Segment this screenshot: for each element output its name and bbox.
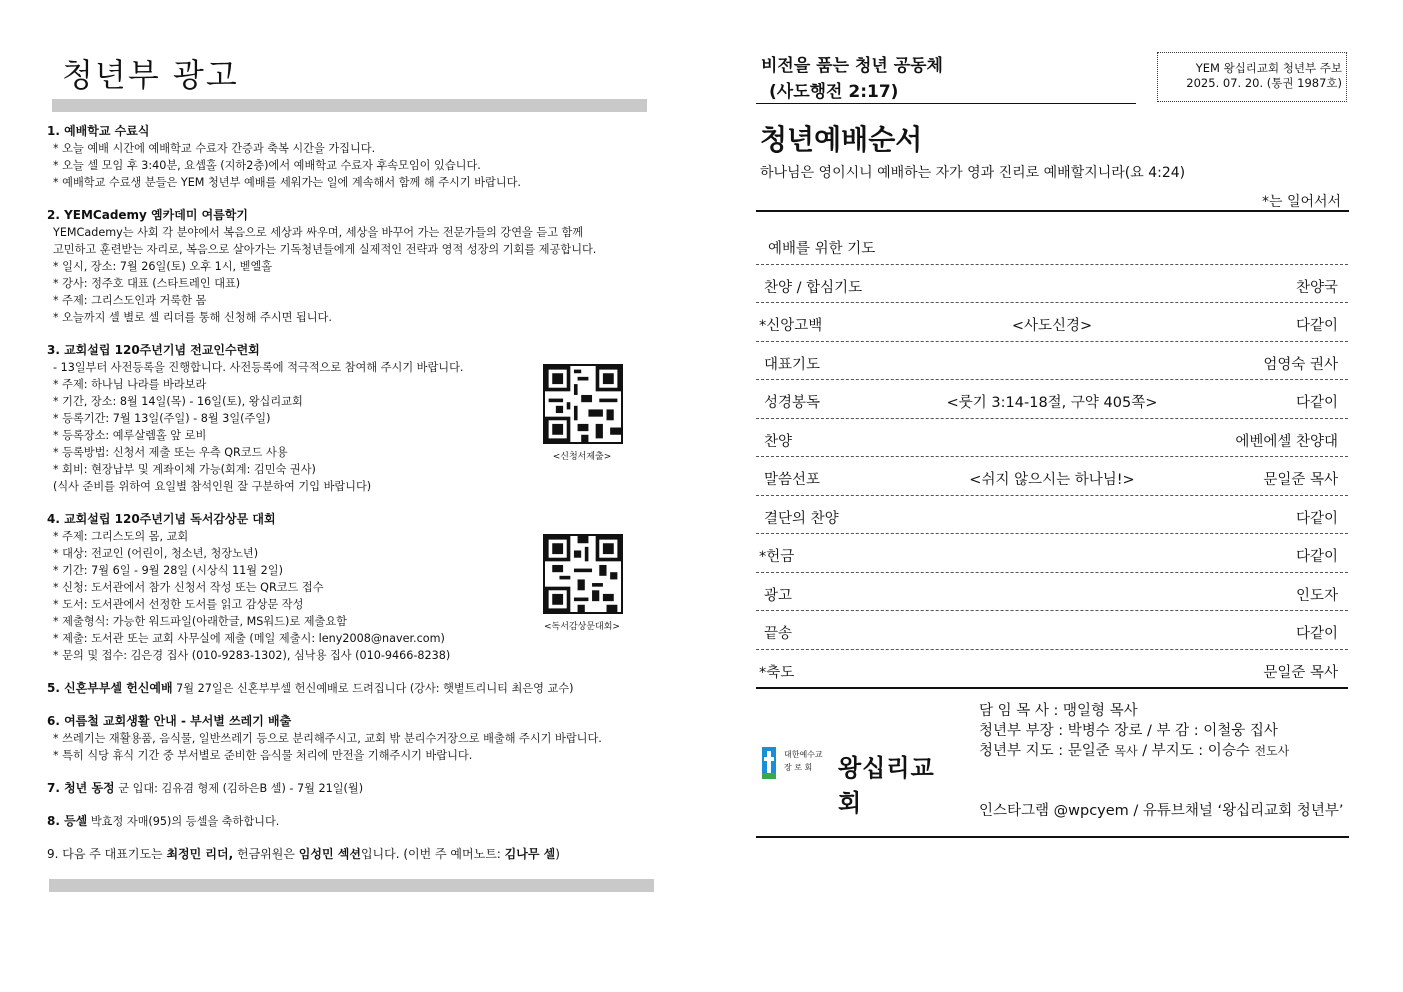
order-leader: 다같이: [1295, 395, 1338, 411]
order-leader: 다같이: [1295, 318, 1338, 334]
church-logo: [762, 746, 957, 817]
order-row: [756, 534, 1348, 573]
order-item: 찬양: [764, 433, 793, 450]
announcement-line: * 주제: 하나님 나라를 바라보라: [53, 378, 207, 391]
announcement-text: 군 입대: 김유겸 형제 (김하은B 셀) - 7월 21일(월): [118, 782, 364, 795]
announcement-line: * 주제: 그리스도인과 거룩한 몸: [53, 294, 207, 307]
announcement-list: [47, 123, 667, 879]
order-item: *축도: [759, 664, 795, 681]
announcement-line: * 일시, 장소: 7월 26일(토) 오후 1시, 벧엘홀: [53, 260, 273, 273]
staff-list: [979, 701, 1289, 761]
motto-underline: [756, 103, 1136, 104]
announcement-2: [47, 207, 667, 326]
announcement-line: * 기간: 7월 6일 - 9월 28일 (시상식 11월 2일): [53, 564, 283, 577]
staff-line: 담 임 목 사 : 맹일형 목사: [979, 703, 1138, 719]
logo-church-name: 왕십리교회: [838, 753, 935, 817]
order-leader: 다같이: [1295, 510, 1338, 527]
announcement-line: * 회비: 현장납부 및 계좌이체 가능(회계: 김민숙 권사): [53, 463, 316, 476]
order-item: *신앙고백: [759, 318, 823, 334]
qr-code-essay-contest[interactable]: [543, 534, 623, 614]
qr-code-registration[interactable]: [543, 364, 623, 444]
announcement-line: * 등록장소: 예루살렘홀 앞 로비: [53, 429, 207, 442]
order-title: 청년예배순서: [760, 123, 923, 156]
announcement-line: * 도서: 도서관에서 선정한 도서를 읽고 감상문 작성: [53, 598, 304, 611]
announcement-6: [47, 713, 667, 764]
page-title: 청년부 광고: [62, 56, 239, 94]
announcement-title: 7. 청년 동정: [47, 781, 115, 795]
announcement-title: 4. 교회설립 120주년기념 독서감상문 대회: [47, 512, 276, 526]
announcement-line: * 신청: 도서관에서 참가 신청서 작성 또는 QR코드 접수: [53, 581, 324, 594]
order-item: 예배를 위한 기도: [768, 241, 876, 257]
order-row: [756, 303, 1348, 342]
announcement-line: * 특히 식당 휴식 기간 중 부서별로 준비한 음식물 처리에 만전을 기해주시기 바랍니다.: [53, 749, 473, 762]
announcement-title: 6. 여름철 교회생활 안내 - 부서별 쓰레기 배출: [47, 714, 292, 728]
order-item: 대표기도: [764, 356, 821, 373]
staff-text: 목사: [1114, 744, 1138, 758]
announcement-1: [47, 123, 667, 191]
order-leader: 에벤에셀 찬양대: [1235, 433, 1338, 450]
offering-team: 임성민 섹션: [298, 847, 361, 861]
bottom-rule: [756, 836, 1349, 838]
announcement-line: * 기간, 장소: 8월 14일(목) - 16일(토), 왕십리교회: [53, 395, 303, 408]
order-leader: 인도자: [1295, 587, 1338, 604]
order-item: 성경봉독: [764, 395, 821, 411]
order-row: [756, 496, 1348, 535]
announcement-line: * 쓰레기는 재활용품, 음식물, 일반쓰레기 등으로 분리해주시고, 교회 밖 분리수거장으로 배출해 주시기 바랍니다.: [53, 732, 602, 745]
logo-denomination: 장 로 회: [784, 763, 813, 772]
order-item: 끝송: [764, 626, 793, 642]
announcement-9: [47, 846, 667, 863]
announcement-line: * 주제: 그리스도의 몸, 교회: [53, 530, 189, 543]
order-item: 찬양 / 합심기도: [764, 279, 863, 296]
order-item: 광고: [764, 587, 793, 604]
bottom-divider: [49, 879, 654, 892]
announcement-text: 9. 다음 주 대표기도는: [47, 847, 163, 861]
order-detail: <쉬지 않으시는 하나님!>: [969, 472, 1135, 488]
bulletin-date: 2025. 07. 20. (통권 1987호): [1186, 76, 1342, 90]
order-row: [756, 457, 1348, 496]
order-leader: 다같이: [1295, 549, 1338, 565]
announcement-text: 박효정 자매(95)의 등셀을 축하합니다.: [90, 815, 280, 828]
order-top-rule: [756, 210, 1349, 212]
announcement-text: 7월 27일은 신혼부부셀 헌신예배로 드려집니다 (강사: 햇볕트리니티 최은영 교수): [176, 682, 574, 695]
order-leader: 엄영숙 권사: [1263, 356, 1338, 373]
order-leader: 다같이: [1295, 626, 1338, 642]
announcement-8: [47, 813, 667, 830]
standing-note: *는 일어서서: [1262, 194, 1342, 210]
order-row: [756, 265, 1348, 304]
announcement-title: 8. 등셀: [47, 814, 88, 828]
announcement-text: ): [555, 847, 560, 861]
order-row: [756, 573, 1348, 612]
bulletin-info-box: [1157, 52, 1347, 102]
announcement-text: 입니다. (이번 주 예머노트:: [360, 847, 501, 861]
announcement-line: * 제출: 도서관 또는 교회 사무실에 제출 (메일 제출시: leny2008@naver.com): [53, 632, 445, 645]
announcement-title: 1. 예배학교 수료식: [47, 124, 150, 138]
order-leader: 찬양국: [1295, 279, 1338, 296]
order-item: *헌금: [759, 549, 795, 565]
announcement-5: [47, 680, 667, 697]
announcement-text: 헌금위원은: [237, 847, 295, 861]
logo-denomination: 대한예수교: [784, 750, 823, 759]
order-leader: 문일준 목사: [1263, 664, 1338, 681]
order-leader: 문일준 목사: [1263, 472, 1338, 488]
staff-text: 전도사: [1254, 744, 1290, 758]
motto: [761, 53, 943, 105]
order-row: [756, 611, 1348, 650]
qr-caption: <신청서제출>: [552, 452, 612, 462]
announcement-line: * 등록기간: 7월 13일(주일) - 8월 3일(주일): [53, 412, 271, 425]
staff-line: [979, 741, 1289, 761]
staff-text: 청년부 지도 : 문일준: [979, 743, 1110, 759]
staff-line: 청년부 부장 : 박병수 장로 / 부 감 : 이철웅 집사: [979, 723, 1278, 739]
bulletin-name: YEM 왕십리교회 청년부 주보: [1195, 61, 1342, 75]
social-media-info: 인스타그램 @wpcyem / 유튜브채널 ‘왕십리교회 청년부’: [979, 803, 1344, 819]
announcement-title: 5. 신혼부부셀 헌신예배: [47, 681, 173, 695]
order-detail: <룻기 3:14-18절, 구약 405쪽>: [946, 395, 1158, 411]
motto-text: 비전을 품는 청년 공동체: [761, 56, 943, 76]
announcement-line: 고민하고 훈련받는 자리로, 복음으로 살아가는 기독청년들에게 실제적인 전략과 영적 성장의 기회를 제공합니다.: [53, 243, 597, 256]
qr-caption: <독서감상문대회>: [544, 622, 620, 632]
order-item: 말씀선포: [764, 472, 821, 488]
announcement-title: 3. 교회설립 120주년기념 전교인수련회: [47, 343, 260, 357]
order-row: [756, 380, 1348, 419]
prayer-leader: 최정민 리더,: [166, 847, 234, 861]
announcement-line: * 대상: 전교인 (어린이, 청소년, 청장노년): [53, 547, 259, 560]
order-row: [756, 419, 1348, 458]
announcement-line: * 예배학교 수료생 분들은 YEM 청년부 예배를 세워가는 일에 계속해서 함께 해 주시기 바랍니다.: [53, 176, 521, 189]
order-row: [756, 226, 1348, 265]
announcement-line: * 오늘까지 셀 별로 셀 리더를 통해 신청해 주시면 됩니다.: [53, 311, 332, 324]
announcement-line: * 강사: 정주호 대표 (스타트레인 대표): [53, 277, 241, 290]
announcement-7: [47, 780, 667, 797]
announcement-line: * 문의 및 접수: 김은경 집사 (010-9283-1302), 심낙용 집사 (010-9466-8238): [53, 649, 451, 662]
announcement-line: * 오늘 예배 시간에 예배학교 수료자 간증과 축복 시간을 가집니다.: [53, 142, 376, 155]
announcement-line: (식사 준비를 위하여 요일별 참석인원 잘 구분하여 기입 바랍니다): [53, 480, 372, 493]
announcement-title: 2. YEMCademy 옘카데미 여름학기: [47, 208, 248, 222]
worship-order-list: [756, 226, 1348, 689]
scripture-verse: 하나님은 영이시니 예배하는 자가 영과 진리로 예배할지니라(요 4:24): [760, 165, 1186, 181]
title-divider: [52, 99, 647, 112]
note-cell: 김나무 셀: [504, 847, 556, 861]
announcement-line: * 등록방법: 신청서 제출 또는 우측 QR코드 사용: [53, 446, 288, 459]
announcement-line: - 13일부터 사전등록을 진행합니다. 사전등록에 적극적으로 참여해 주시기 바랍니다.: [53, 361, 464, 374]
order-detail: <사도신경>: [1011, 318, 1093, 334]
announcement-line: * 제출형식: 가능한 워드파일(아래한글, MS워드)로 제출요함: [53, 615, 347, 628]
announcement-line: YEMCademy는 사회 각 분야에서 복음으로 세상과 싸우며, 세상을 바꾸어 가는 전문가들의 강연을 듣고 함께: [53, 226, 584, 239]
staff-text: / 부지도 : 이승수: [1142, 743, 1250, 759]
order-item: 결단의 찬양: [764, 510, 839, 527]
order-row: [756, 650, 1348, 690]
announcement-line: * 오늘 셀 모임 후 3:40분, 요셉홀 (지하2층)에서 예배학교 수료자 후속모임이 있습니다.: [53, 159, 481, 172]
order-row: [756, 342, 1348, 381]
motto-reference: (사도행전 2:17): [769, 82, 899, 102]
